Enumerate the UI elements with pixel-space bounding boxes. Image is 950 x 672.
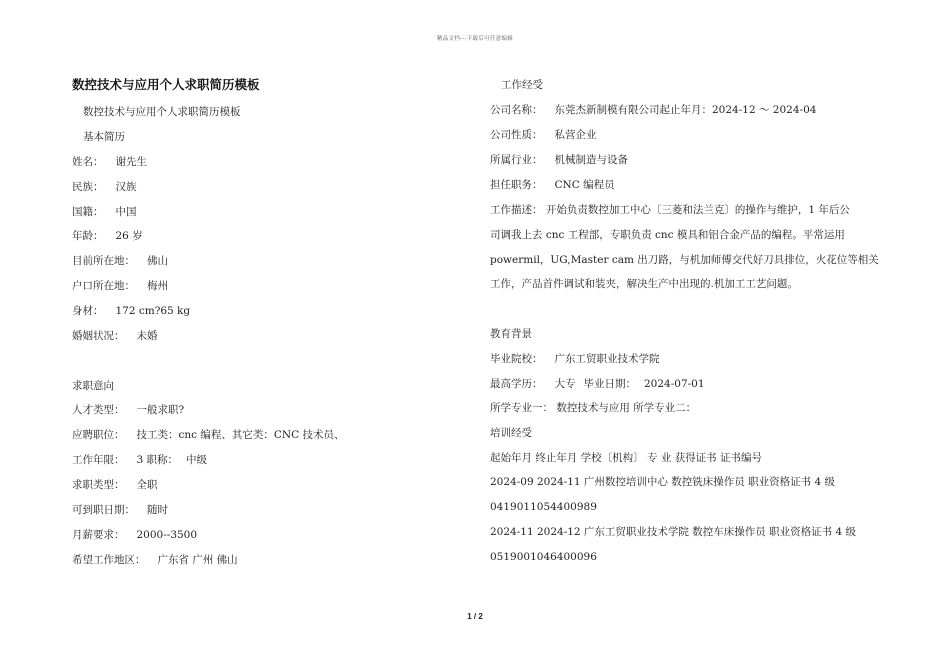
field-ethnicity-label: 民族： <box>72 181 104 193</box>
field-grad-label: 毕业日期： <box>583 378 636 390</box>
field-salary-label: 月薪要求： <box>72 529 125 541</box>
document-subtitle: 数控技术与应用个人求职简历模板 <box>83 106 241 118</box>
work-description-line-2: 司调我上去 cnc 工程部，专职负责 cnc 模具和铝合金产品的编程。平常运用 <box>490 229 845 241</box>
field-age-label: 年龄： <box>72 230 104 242</box>
field-body-label: 身材： <box>72 305 104 317</box>
section-edu-heading: 教育背景 <box>490 328 532 340</box>
field-degree <box>490 377 705 391</box>
field-company <box>490 103 816 117</box>
field-degree-value: 大专 <box>554 378 576 390</box>
field-degree-label: 最高学历： <box>490 378 543 390</box>
field-years <box>72 453 207 467</box>
section-intent-heading: 求职意向 <box>72 380 114 392</box>
field-location-label: 目前所在地： <box>72 255 135 267</box>
field-talent-type <box>72 403 184 417</box>
field-major: 所学专业一： 数控技术与应用 所学专业二： <box>490 402 697 414</box>
field-hukou-label: 户口所在地： <box>72 280 135 292</box>
field-area-label: 希望工作地区： <box>72 554 146 566</box>
field-position-value: 技工类：cnc 编程、其它类：CNC 技术员、 <box>136 429 345 441</box>
field-start-date-value: 随时 <box>147 504 168 516</box>
field-hukou-value: 梅州 <box>147 280 168 292</box>
training-table-header: 起始年月 终止年月 学校〔机构〕 专 业 获得证书 证书编号 <box>490 452 763 464</box>
field-nationality <box>72 205 137 219</box>
section-training-heading: 培训经受 <box>490 427 532 439</box>
field-duty-label: 担任职务： <box>490 179 543 191</box>
field-position-label: 应聘职位： <box>72 429 125 441</box>
document-title: 数控技术与应用个人求职简历模板 <box>72 77 260 92</box>
training-row-2-cert-number: 0519001046400096 <box>490 551 597 563</box>
field-marital-label: 婚姻状况： <box>72 330 125 342</box>
field-talent-type-value: 一般求职? <box>136 404 185 416</box>
field-start-date-label: 可到职日期： <box>72 504 135 516</box>
field-nationality-value: 中国 <box>115 206 137 218</box>
section-basic-heading: 基本简历 <box>83 131 125 143</box>
field-grad-value: 2024-07-01 <box>644 378 705 390</box>
field-ethnicity-value: 汉族 <box>115 181 137 193</box>
field-marital-value: 未婚 <box>136 330 158 342</box>
work-description-line-1: 工作描述： 开始负责数控加工中心〔三菱和法兰克〕的操作与维护，1 年后公 <box>490 204 850 216</box>
training-row-2: 2024-11 2024-12 广东工贸职业技术学院 数控车床操作员 职业资格证书 4 级 <box>490 526 856 538</box>
field-location-value: 佛山 <box>147 255 168 267</box>
field-position <box>72 428 344 442</box>
field-industry <box>490 153 628 167</box>
field-hukou <box>72 279 168 293</box>
training-row-1-cert-number: 0419011054400989 <box>490 501 597 513</box>
field-school-label: 毕业院校： <box>490 353 543 365</box>
field-name-label: 姓名： <box>72 156 104 168</box>
field-school <box>490 352 660 366</box>
field-age-value: 26 岁 <box>115 230 143 242</box>
field-title-rank-value: 中级 <box>186 454 208 466</box>
field-duty-value: CNC 编程员 <box>554 179 615 191</box>
field-nationality-label: 国籍： <box>72 206 104 218</box>
field-location <box>72 254 168 268</box>
field-salary <box>72 528 197 542</box>
field-start-date <box>72 503 168 517</box>
field-job-type-label: 求职类型： <box>72 479 125 491</box>
field-company-label: 公司名称： <box>490 104 543 116</box>
field-company-value: 东莞杰新制模有限公司起止年月：2024-12 ～ 2024-04 <box>554 104 817 116</box>
field-body-value: 172 cm?65 kg <box>115 305 191 317</box>
field-industry-label: 所属行业： <box>490 154 543 166</box>
section-work-heading: 工作经受 <box>501 79 543 91</box>
header-note: 精品文档---下载后可任意编辑 <box>436 36 514 42</box>
field-area <box>72 553 238 567</box>
field-job-type <box>72 478 158 492</box>
field-salary-value: 2000--3500 <box>136 529 198 541</box>
field-nature-label: 公司性质： <box>490 129 543 141</box>
training-row-1: 2024-09 2024-11 广州数控培训中心 数控铣床操作员 职业资格证书 4 级 <box>490 476 835 488</box>
field-talent-type-label: 人才类型： <box>72 404 125 416</box>
field-name-value: 谢先生 <box>115 156 147 168</box>
field-duty <box>490 178 615 192</box>
field-nature-value: 私营企业 <box>554 129 597 141</box>
field-nature <box>490 128 597 142</box>
field-years-value: 3 职称： <box>136 454 179 466</box>
field-job-type-value: 全职 <box>136 479 158 491</box>
field-school-value: 广东工贸职业技术学院 <box>554 353 660 365</box>
field-industry-value: 机械制造与设备 <box>554 154 628 166</box>
field-body <box>72 304 190 318</box>
work-description-line-4: 工作，产品首件调试和装夹，解决生产中出现的.机加工工艺问题。 <box>490 278 798 290</box>
field-marital <box>72 329 158 343</box>
field-area-value: 广东省 广州 佛山 <box>157 554 238 566</box>
field-age <box>72 229 143 243</box>
field-years-label: 工作年限： <box>72 454 125 466</box>
field-name <box>72 155 147 169</box>
field-ethnicity <box>72 180 137 194</box>
page-indicator: 1 / 2 <box>467 612 483 621</box>
work-description-line-3: powermil，UG,Master cam 出刀路，与机加师傅交代好刀具排位，火花位等相关 <box>490 254 879 266</box>
